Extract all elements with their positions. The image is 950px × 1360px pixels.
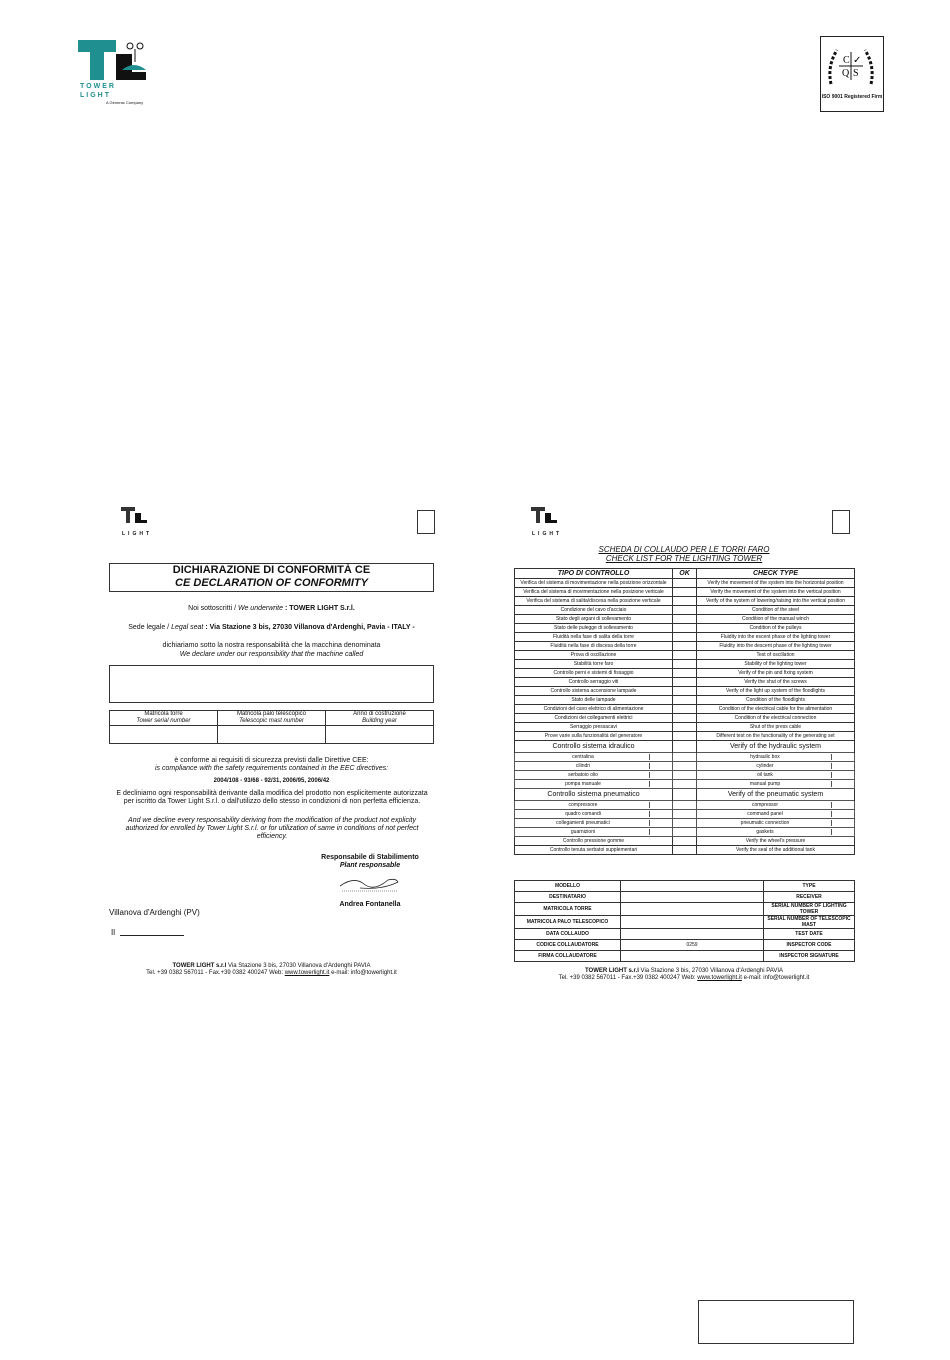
declaration-undersigned: Noi sottoscritti / We underwrite : TOWER LIGHT S.r.l. [188, 605, 355, 612]
ok-checkbox[interactable] [673, 579, 697, 588]
tower-serial-field[interactable] [110, 726, 218, 744]
declaration-title-it: DICHIARAZIONE DI CONFORMITÀ CE [172, 564, 371, 576]
hydraulic-item-ok[interactable] [673, 771, 697, 780]
check-label-it: Controllo serraggio viti [515, 678, 673, 687]
hydraulic-item-checkbox-en[interactable] [832, 781, 852, 787]
decline-it: E decliniamo ogni responsabilità derivante dalla modifica del prodotto non esplicitemente autorizzata per iscritto da Tower Light S.r.l. o dall'utilizzo dello stesso in condizioni di non perfetta efficienza. [116, 790, 428, 805]
info-value-field[interactable] [621, 916, 764, 929]
checklist-iso-seal [832, 510, 850, 534]
ok-checkbox[interactable] [673, 837, 697, 846]
hydraulic-title-en: Verify of the hydraulic system [697, 741, 855, 753]
ok-checkbox[interactable] [673, 588, 697, 597]
ok-checkbox[interactable] [673, 723, 697, 732]
pneumatic-item-row [515, 810, 855, 819]
info-value-field[interactable] [621, 903, 764, 916]
check-label-en: Condition of the steel [697, 606, 855, 615]
check-label-it: Stato delle pulegge di sollevamento [515, 624, 673, 633]
hydraulic-item-en: hydraulic box [697, 753, 855, 762]
checklist-row [515, 705, 855, 714]
decline-en: And we decline every responsability deriving from the modification of the product not explicity authorized for enrolled by Tower Light S.r.l. or for utilization of same in conditions of not perfect efficiency. [125, 817, 419, 840]
info-value-field[interactable]: 0259 [621, 940, 764, 951]
ok-checkbox[interactable] [673, 696, 697, 705]
check-label-it: Prova di oscillazione [515, 651, 673, 660]
checklist-row [515, 846, 855, 855]
svg-text:C: C [843, 55, 850, 66]
signer-name: Andrea Fontanella [339, 901, 401, 908]
pneumatic-item-row [515, 801, 855, 810]
ok-checkbox[interactable] [673, 669, 697, 678]
check-label-en: Verify the seal of the additional tank [697, 846, 855, 855]
check-label-it: Condizioni del cavo elettrico di alimentazione [515, 705, 673, 714]
check-label-en: Verify the wheel's pressure [697, 837, 855, 846]
pneumatic-item-it: compressore [515, 801, 673, 810]
hydraulic-item-row [515, 753, 855, 762]
info-label-it: CODICE COLLAUDATORE [515, 940, 621, 951]
check-label-it: Condizioni dei collegamenti elettrici [515, 714, 673, 723]
pneumatic-item-checkbox-it[interactable] [650, 811, 670, 817]
pneumatic-item-row [515, 828, 855, 837]
hydraulic-item-row [515, 771, 855, 780]
date-field[interactable] [120, 935, 184, 936]
ok-checkbox[interactable] [673, 615, 697, 624]
hydraulic-section-header [515, 741, 855, 753]
header-check-type-it: TIPO DI CONTROLLO [515, 569, 673, 579]
check-label-it: Verifica del sistema di movimentazione nella posizione orizzontale [515, 579, 673, 588]
declaration-declare-it: dichiariamo sotto la nostra responsabilità che la macchina denominata [162, 642, 381, 649]
hydraulic-item-checkbox-it[interactable] [650, 754, 670, 760]
info-label-it: DESTINATARIO [515, 892, 621, 903]
hydraulic-item-it: serbatoio olio [515, 771, 673, 780]
header-check-type-en: CHECK TYPE [697, 569, 855, 579]
info-value-field[interactable] [621, 951, 764, 962]
pneumatic-item-en: command panel [697, 810, 855, 819]
declaration-title-box [109, 563, 434, 592]
mast-number-field[interactable] [218, 726, 326, 744]
pneumatic-item-en: compressor [697, 801, 855, 810]
signature-mark [338, 872, 402, 899]
check-label-en: Condition of the manual winch [697, 615, 855, 624]
checklist-row [515, 651, 855, 660]
ok-checkbox[interactable] [673, 642, 697, 651]
checklist-row [515, 732, 855, 741]
pneumatic-item-ok[interactable] [673, 801, 697, 810]
declaration-footer-web-link[interactable]: www.towerlight.it [284, 970, 330, 976]
check-label-it: Controllo sistema accensione lampade [515, 687, 673, 696]
ok-checkbox[interactable] [673, 687, 697, 696]
checklist-row [515, 588, 855, 597]
pneumatic-item-it: collegamenti pneumatici [515, 819, 673, 828]
building-year-field[interactable] [326, 726, 434, 744]
info-label-en: INSPECTOR SIGNATURE [764, 951, 855, 962]
pneumatic-section-header [515, 789, 855, 801]
hydraulic-item-row [515, 780, 855, 789]
checklist-row [515, 624, 855, 633]
info-label-it: MATRICOLA TORRE [515, 903, 621, 916]
checklist-row [515, 660, 855, 669]
hydraulic-item-checkbox-it[interactable] [650, 763, 670, 769]
hydraulic-item-it: cilindri [515, 762, 673, 771]
hydraulic-item-en: oil tank [697, 771, 855, 780]
info-row [515, 940, 855, 951]
check-label-en: Fluidity into the escent phase of the lighting tower [697, 633, 855, 642]
check-label-en: Fluidity into the descent phase of the lighting tower [697, 642, 855, 651]
declaration-iso-seal [417, 510, 435, 534]
info-value-field[interactable] [621, 929, 764, 940]
hydraulic-item-ok[interactable] [673, 780, 697, 789]
info-label-it: MATRICOLA PALO TELESCOPICO [515, 916, 621, 929]
checklist-logo-text: LIGHT [532, 531, 562, 537]
serial-number-table [109, 710, 434, 744]
check-label-it: Stabilità torre faro [515, 660, 673, 669]
pneumatic-item-ok[interactable] [673, 819, 697, 828]
info-label-en: TYPE [764, 881, 855, 892]
checklist-row [515, 837, 855, 846]
checklist-row [515, 615, 855, 624]
responsible-it: Responsabile di Stabilimento [321, 854, 419, 861]
ok-checkbox[interactable] [673, 597, 697, 606]
hydraulic-item-checkbox-en[interactable] [832, 754, 852, 760]
check-label-it: Verifica del sistema di salita/discesa nella posizione verticale [515, 597, 673, 606]
check-label-en: Shut of the press cable [697, 723, 855, 732]
svg-text:Q: Q [842, 68, 850, 79]
pneumatic-title-it: Controllo sistema pneumatico [515, 789, 673, 801]
check-label-it: Stato delle lampade [515, 696, 673, 705]
info-value-field[interactable] [621, 892, 764, 903]
checklist-row [515, 678, 855, 687]
col-building-year: Anno di costruzione Building year [326, 711, 434, 726]
hydraulic-ok-spacer [673, 741, 697, 753]
checklist-row [515, 633, 855, 642]
checklist-row [515, 579, 855, 588]
pneumatic-item-checkbox-en[interactable] [832, 829, 852, 835]
check-label-it: Controllo tenuta serbatoi supplementari [515, 846, 673, 855]
checklist-footer-web-link[interactable]: www.towerlight.it [697, 975, 742, 981]
hydraulic-item-row [515, 762, 855, 771]
checklist-table [514, 568, 855, 855]
pneumatic-item-it: guarnizioni [515, 828, 673, 837]
svg-text:✓: ✓ [853, 55, 862, 66]
pneumatic-item-checkbox-en[interactable] [832, 811, 852, 817]
ok-checkbox[interactable] [673, 678, 697, 687]
pneumatic-item-ok[interactable] [673, 810, 697, 819]
info-row [515, 881, 855, 892]
check-label-it: Prove varie sulla funzionalità del generatore [515, 732, 673, 741]
info-value-field[interactable] [621, 881, 764, 892]
ok-checkbox[interactable] [673, 846, 697, 855]
hydraulic-title-it: Controllo sistema idraulico [515, 741, 673, 753]
info-row [515, 929, 855, 940]
check-label-en: Verify the movement of the system into the horizontal position [697, 579, 855, 588]
info-label-en: RECEIVER [764, 892, 855, 903]
hydraulic-item-en: cylinder [697, 762, 855, 771]
checklist-row [515, 606, 855, 615]
checklist-title-en: CHECK LIST FOR THE LIGHTING TOWER [605, 554, 763, 563]
pneumatic-item-ok[interactable] [673, 828, 697, 837]
info-row [515, 951, 855, 962]
info-label-en: SERIAL NUMBER OF LIGHTING TOWER [764, 903, 855, 916]
responsible-en: Plant responsable [339, 862, 401, 869]
declaration-declare-en: We declare under our responsibility that the machine called [179, 651, 364, 658]
check-label-en: Condition of the electrical cable for the alimentation [697, 705, 855, 714]
pneumatic-item-en: pneumatic connection [697, 819, 855, 828]
brand-tagline: A Generac Company [106, 100, 144, 105]
check-label-en: Verify of the light up system of the floodlights [697, 687, 855, 696]
brand-name-line2: LIGHT [80, 92, 111, 99]
info-label-en: TEST DATE [764, 929, 855, 940]
info-label-en: SERIAL NUMBER OF TELESCOPIC MAST [764, 916, 855, 929]
pneumatic-item-row [515, 819, 855, 828]
declaration-footer-contacts: Tel. +39 0382 567011 - Fax.+39 0382 400247 Web: www.towerlight.it e-mail: info@towerlight.it [146, 970, 397, 976]
checklist-row [515, 669, 855, 678]
check-label-en: Condition of the pulleys [697, 624, 855, 633]
check-label-en: Different test on the functionality of the generating set [697, 732, 855, 741]
check-label-en: Condition of the floodlights [697, 696, 855, 705]
pneumatic-item-checkbox-en[interactable] [832, 820, 852, 826]
checklist-row [515, 597, 855, 606]
ok-checkbox[interactable] [673, 633, 697, 642]
col-mast-number: Matricola palo telescopico Telescopic mast number [218, 711, 326, 726]
ok-checkbox[interactable] [673, 651, 697, 660]
ok-checkbox[interactable] [673, 606, 697, 615]
directives-list: 2004/108 - 93/68 - 92/31, 2006/95, 2006/42 [213, 778, 330, 784]
pneumatic-ok-spacer [673, 789, 697, 801]
check-label-it: Verifica del sistema di movimentazione nella posizione verticale [515, 588, 673, 597]
pneumatic-item-checkbox-it[interactable] [650, 820, 670, 826]
check-label-en: Test of oscillation [697, 651, 855, 660]
ok-checkbox[interactable] [673, 714, 697, 723]
compliance-it: è conforme ai requisiti di sicurezza previsti dalle Direttive CEE: [174, 757, 369, 764]
pneumatic-item-checkbox-en[interactable] [832, 802, 852, 808]
hydraulic-item-it: centralina [515, 753, 673, 762]
declaration-logo-text: LIGHT [122, 531, 152, 537]
checklist-row [515, 714, 855, 723]
brand-name-line1: TOWER [80, 83, 116, 90]
ok-checkbox[interactable] [673, 624, 697, 633]
check-label-it: Fluidità nella fase di salita della torre [515, 633, 673, 642]
check-label-it: Stato degli argani di sollevamento [515, 615, 673, 624]
checklist-row [515, 642, 855, 651]
iso-certification-seal [820, 36, 884, 112]
check-label-it: Fluidità nella fase di discesa della torre [515, 642, 673, 651]
info-row [515, 892, 855, 903]
pneumatic-item-checkbox-it[interactable] [650, 829, 670, 835]
info-row [515, 903, 855, 916]
compliance-en: is compliance with the safety requirements contained in the EEC directives: [154, 765, 389, 772]
check-label-it: Condizione del cavo d'acciaio [515, 606, 673, 615]
checklist-row [515, 723, 855, 732]
machine-name-field[interactable] [109, 665, 434, 703]
hydraulic-item-checkbox-it[interactable] [650, 781, 670, 787]
info-label-it: MODELLO [515, 881, 621, 892]
info-label-it: DATA COLLAUDO [515, 929, 621, 940]
pneumatic-title-en: Verify of the pneumatic system [697, 789, 855, 801]
check-label-en: Verify of the system of lowering/raising into the vertical position [697, 597, 855, 606]
iso-caption: ISO 9001 Registered Firm [821, 94, 883, 100]
hydraulic-item-ok[interactable] [673, 762, 697, 771]
info-label-en: INSPECTOR CODE [764, 940, 855, 951]
col-tower-serial: Matricola torre Tower serial number [110, 711, 218, 726]
checklist-row [515, 687, 855, 696]
declaration-place: Villanova d'Ardenghi (PV) [109, 908, 200, 917]
ok-checkbox[interactable] [673, 705, 697, 714]
pneumatic-item-en: gaskets [697, 828, 855, 837]
pneumatic-item-it: quadro comandi [515, 810, 673, 819]
checklist-row [515, 696, 855, 705]
test-info-table [514, 880, 855, 962]
ok-checkbox[interactable] [673, 660, 697, 669]
checklist-title-it: SCHEDA DI COLLAUDO PER LE TORRI FARO [598, 545, 770, 554]
hydraulic-item-checkbox-en[interactable] [832, 772, 852, 778]
check-label-en: Verify the shut of the screws [697, 678, 855, 687]
declaration-footer-address: TOWER LIGHT s.r.l Via Stazione 3 bis, 27030 Villanova d'Ardenghi PAVIA [172, 963, 371, 969]
header-ok: OK [673, 569, 697, 579]
hydraulic-item-checkbox-en[interactable] [832, 763, 852, 769]
check-label-en: Stability of the lighting tower [697, 660, 855, 669]
check-label-en: Condition of the electrical connection [697, 714, 855, 723]
svg-text:S: S [853, 68, 859, 79]
date-label: Il [111, 928, 115, 937]
check-label-it: Serraggio pressacavi [515, 723, 673, 732]
hydraulic-item-checkbox-it[interactable] [650, 772, 670, 778]
check-label-en: Verify of the pin and fixing system [697, 669, 855, 678]
declaration-legal-seat: Sede legale / Legal seat : Via Stazione 3 bis, 27030 Villanova d'Ardenghi, Pavia - ITALY - [128, 624, 415, 631]
info-label-it: FIRMA COLLAUDATORE [515, 951, 621, 962]
pneumatic-item-checkbox-it[interactable] [650, 802, 670, 808]
check-label-it: Controllo pressione gomme [515, 837, 673, 846]
check-label-it: Controllo perni e sistemi di fissaggio [515, 669, 673, 678]
hydraulic-item-en: manual pump [697, 780, 855, 789]
checklist-footer-address: TOWER LIGHT s.r.l Via Stazione 3 bis, 27030 Villanova d'Ardenghi PAVIA [584, 968, 784, 974]
check-label-en: Verify the movement of the system into the vertical position [697, 588, 855, 597]
info-row [515, 916, 855, 929]
page-number-box [698, 1300, 854, 1344]
ok-checkbox[interactable] [673, 732, 697, 741]
declaration-title-en: CE DECLARATION OF CONFORMITY [175, 577, 368, 589]
hydraulic-item-it: pompa manuale [515, 780, 673, 789]
hydraulic-item-ok[interactable] [673, 753, 697, 762]
checklist-footer-contacts: Tel. +39 0382 567011 - Fax.+39 0382 400247 Web: www.towerlight.it e-mail: info@towerlight.it [558, 975, 810, 981]
